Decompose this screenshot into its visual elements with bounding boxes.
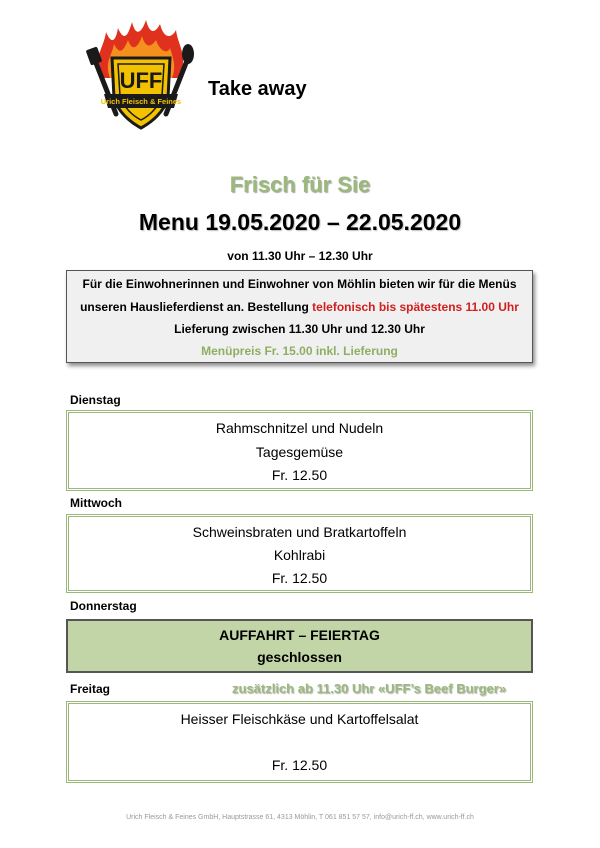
footer-address: Urich Fleisch & Feines GmbH, Hauptstrasse 61, 4313 Möhlin, T 061 851 57 57, info@urich-ff.ch, www.urich-ff.ch	[126, 814, 474, 821]
beef-burger-note: zusätzlich ab 11.30 Uhr «UFF’s Beef Burger»	[232, 681, 507, 696]
holiday-box-thursday	[66, 619, 533, 673]
menu-title: Menu 19.05.2020 – 22.05.2020	[138, 209, 462, 235]
order-deadline: telefonisch bis spätestens 11.00 Uhr	[312, 300, 519, 314]
price-wednesday: Fr. 12.50	[271, 570, 328, 586]
holiday-title: AUFFAHRT – FEIERTAG	[219, 627, 380, 643]
menu-box-wednesday	[66, 514, 533, 593]
price-tuesday: Fr. 12.50	[271, 467, 328, 483]
side-wednesday: Kohlrabi	[273, 547, 326, 563]
day-label-wednesday: Mittwoch	[70, 496, 122, 510]
delivery-line-1: Für die Einwohnerinnen und Einwohner von Möhlin bieten wir für die Menüs	[82, 277, 517, 291]
service-hours: von 11.30 Uhr – 12.30 Uhr	[227, 249, 373, 263]
menu-box-tuesday	[66, 410, 533, 491]
delivery-line-3: Lieferung zwischen 11.30 Uhr und 12.30 Uhr	[174, 322, 425, 336]
dish-wednesday: Schweinsbraten und Bratkartoffeln	[192, 524, 407, 540]
dish-friday: Heisser Fleischkäse und Kartoffelsalat	[180, 711, 419, 727]
day-label-thursday: Donnerstag	[70, 599, 137, 613]
side-tuesday: Tagesgemüse	[255, 444, 344, 460]
headline: Frisch für Sie	[229, 172, 371, 197]
menu-box-friday	[66, 701, 533, 783]
day-label-friday: Freitag	[70, 682, 111, 696]
logo-brand: UFF	[119, 68, 163, 93]
day-label-tuesday: Dienstag	[70, 393, 121, 407]
price-friday: Fr. 12.50	[271, 757, 328, 773]
uff-logo	[82, 18, 200, 136]
dish-tuesday: Rahmschnitzel und Nudeln	[215, 420, 384, 436]
logo-ribbon: Urich Fleisch & Feines	[100, 97, 182, 106]
delivery-line-2	[67, 300, 532, 314]
take-away-heading: Take away	[208, 78, 307, 100]
menu-price-note: Menüpreis Fr. 15.00 inkl. Lieferung	[201, 344, 398, 358]
closed-status: geschlossen	[257, 649, 342, 665]
delivery-line-2-text: unseren Hauslieferdienst an. Bestellung	[80, 300, 313, 314]
delivery-info-box	[66, 270, 533, 363]
